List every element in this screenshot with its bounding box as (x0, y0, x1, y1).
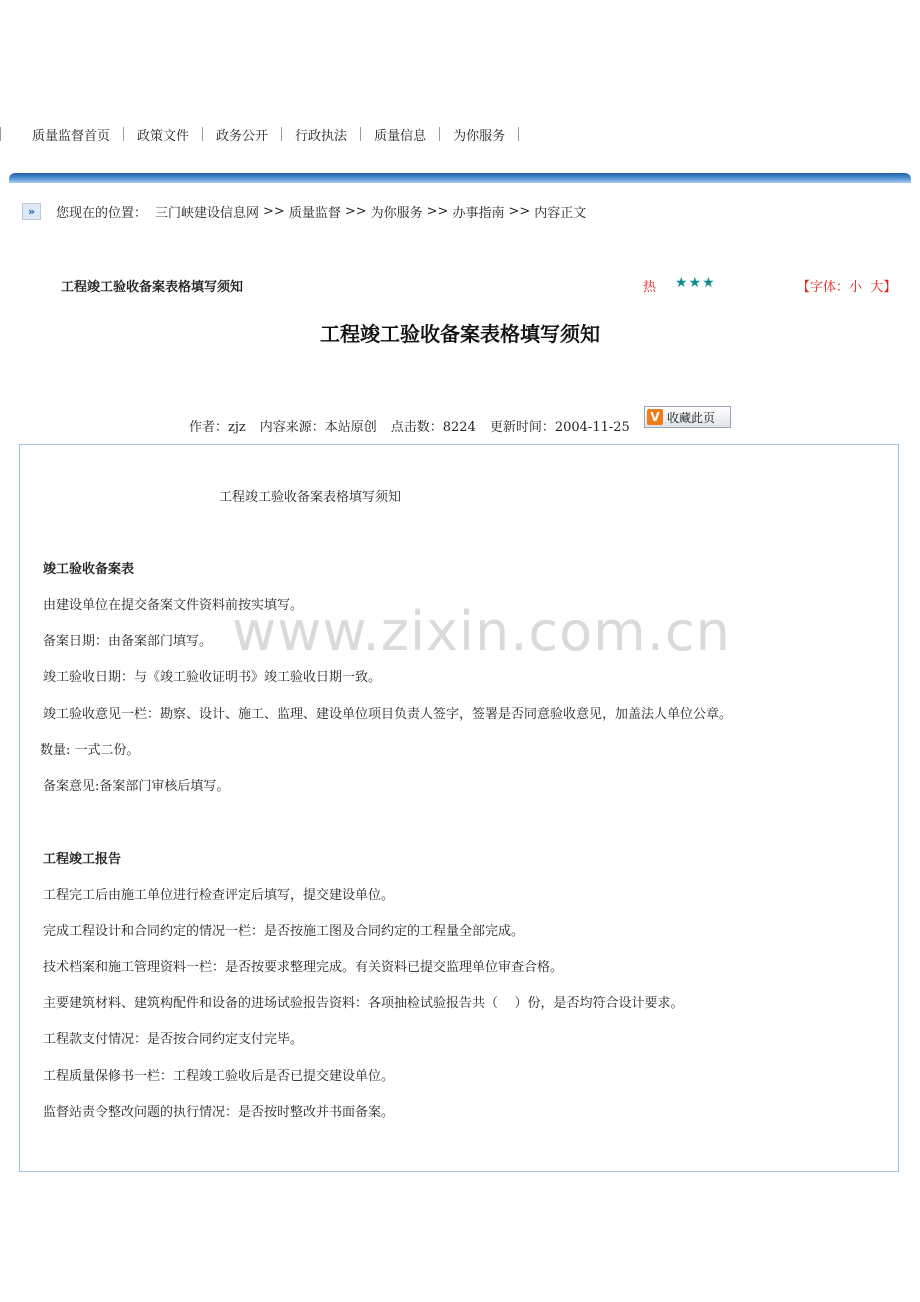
rating-stars-icon: ★★★ (675, 275, 716, 291)
section-heading: 竣工验收备案表 (43, 562, 135, 577)
content-box (19, 444, 899, 1172)
content-line: 工程质量保修书一栏：工程竣工验收后是否已提交建设单位。 (43, 1069, 395, 1084)
meta-source: 内容来源：本站原创 (259, 420, 377, 435)
nav-item-quality-info[interactable]: 质量信息 (374, 128, 427, 144)
favorite-v-icon: V (647, 409, 663, 425)
breadcrumb-separator: >> (508, 203, 531, 219)
breadcrumb-separator: >> (426, 203, 449, 219)
breadcrumb-link-site[interactable]: 三门峡建设信息网 (155, 205, 260, 221)
header-banner (9, 173, 911, 183)
double-chevron-icon: » (22, 203, 41, 220)
page-title: 工程竣工验收备案表格填写须知 (320, 322, 600, 346)
font-size-label: 【字体： (797, 280, 850, 295)
content-line: 工程完工后由施工单位进行检查评定后填写，提交建设单位。 (43, 888, 395, 903)
nav-item-services[interactable]: 为你服务 (453, 128, 506, 144)
content-line: 完成工程设计和合同约定的情况一栏：是否按施工图及合同约定的工程量全部完成。 (43, 924, 525, 939)
meta-updated: 更新时间：2004-11-25 (489, 420, 630, 435)
nav-item-enforcement[interactable]: 行政执法 (295, 128, 348, 144)
breadcrumb-separator: >> (263, 203, 285, 219)
hot-badge: 热 (643, 280, 657, 295)
top-nav (0, 124, 519, 144)
content-line: 由建设单位在提交备案文件资料前按实填写。 (43, 598, 304, 613)
nav-divider (0, 127, 1, 141)
article-meta (189, 416, 644, 435)
content-line: 备案意见:备案部门审核后填写。 (43, 779, 230, 794)
font-size-small-link[interactable]: 小 (849, 280, 863, 295)
font-size-bracket-close: 】 (883, 280, 897, 295)
content-line: 工程款支付情况：是否按合同约定支付完毕。 (43, 1032, 304, 1047)
watermark: www.zixin.com.cn (232, 600, 731, 663)
font-size-switcher (797, 276, 896, 295)
font-size-large-link[interactable]: 大 (870, 280, 884, 295)
content-line: 监督站责令整改问题的执行情况：是否按时整改并书面备案。 (43, 1105, 395, 1120)
content-line: 技术档案和施工管理资料一栏：是否按要求整理完成。有关资料已提交监理单位审查合格。 (43, 960, 564, 975)
content-line: 竣工验收日期：与《竣工验收证明书》竣工验收日期一致。 (43, 670, 382, 685)
breadcrumb-separator: >> (344, 203, 367, 219)
content-inner-title: 工程竣工验收备案表格填写须知 (219, 490, 402, 505)
breadcrumb-link-guide[interactable]: 办事指南 (452, 205, 505, 221)
content-line: 备案日期：由备案部门填写。 (43, 634, 213, 649)
meta-clicks: 点击数：8224 (390, 420, 476, 435)
breadcrumb-link-services[interactable]: 为你服务 (370, 205, 423, 221)
nav-item-policy[interactable]: 政策文件 (137, 128, 190, 144)
meta-author: 作者：zjz (189, 420, 246, 435)
nav-divider (518, 127, 519, 141)
article-topic: 工程竣工验收备案表格填写须知 (61, 280, 244, 295)
breadcrumb-prefix: 您现在的位置： (56, 205, 148, 221)
nav-item-gov-affairs[interactable]: 政务公开 (216, 128, 269, 144)
font-size-spacer (862, 276, 870, 295)
nav-item-quality-home[interactable]: 质量监督首页 (32, 128, 111, 144)
content-line: 主要建筑材料、建筑构配件和设备的进场试验报告资料：各项抽检试验报告共（ ）份，是否均符合设计要求。 (43, 996, 684, 1011)
section-heading: 工程竣工报告 (43, 852, 122, 867)
breadcrumb (22, 202, 586, 220)
add-favorite-button[interactable] (644, 406, 731, 428)
breadcrumb-link-quality[interactable]: 质量监督 (288, 205, 341, 221)
content-line: 数量: 一式二份。 (40, 743, 140, 758)
content-line: 竣工验收意见一栏：勘察、设计、施工、监理、建设单位项目负责人签字，签署是否同意验收意见，加盖法人单位公章。 (43, 707, 733, 722)
breadcrumb-current: 内容正文 (534, 205, 587, 221)
favorite-label: 收藏此页 (667, 410, 716, 425)
